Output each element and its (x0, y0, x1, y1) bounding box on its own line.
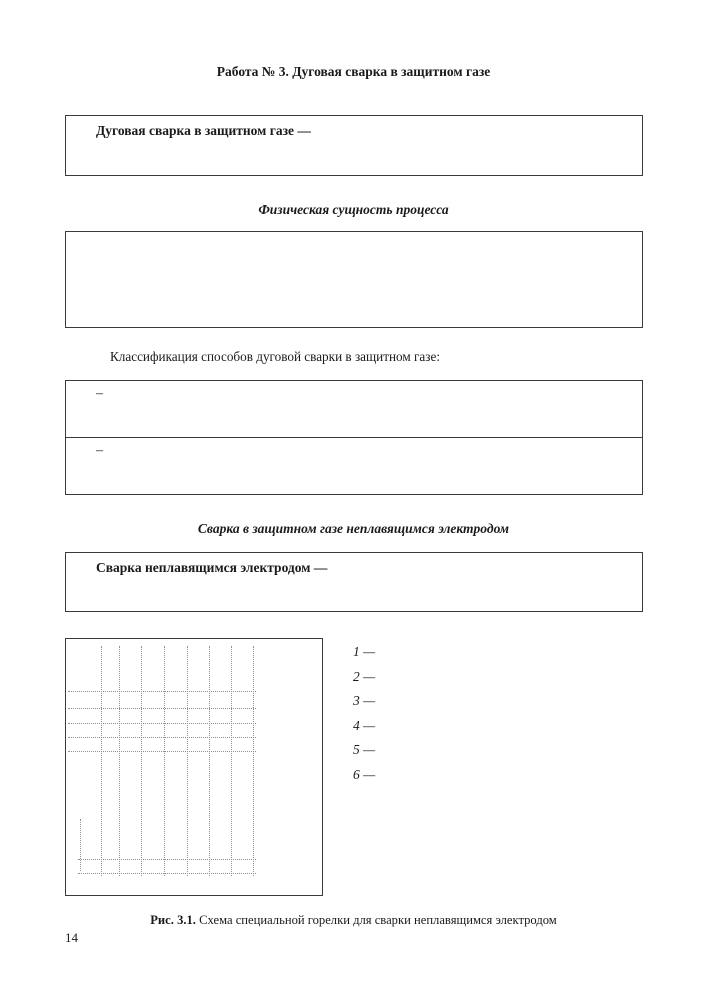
definition-box-nonconsumable (65, 552, 643, 612)
figure-caption-text: Схема специальной горелки для сварки неплавящимся электродом (195, 913, 557, 927)
classification-box-2 (65, 437, 643, 495)
grid-line (231, 646, 232, 876)
section-heading-tig: Сварка в защитном газе неплавящимся электродом (197, 521, 510, 536)
classification-label: Классификация способов дуговой сварки в защитном газе: (110, 349, 441, 364)
grid-line (101, 646, 102, 876)
grid-line (68, 708, 256, 709)
figure-caption (0, 913, 707, 928)
figure-caption-label: Рис. 3.1. (150, 913, 196, 927)
grid-line (68, 691, 256, 692)
grid-line (68, 737, 256, 738)
grid-line (68, 751, 256, 752)
grid-line (119, 646, 120, 876)
grid-line (78, 859, 256, 860)
definition-box-gas-shielded (65, 115, 643, 176)
list-dash: – (96, 443, 103, 458)
grid-line (209, 646, 210, 876)
figure-drawing-area (65, 638, 323, 896)
legend-item: 6 — (353, 766, 376, 782)
grid-line (80, 819, 81, 871)
figure-legend (353, 640, 375, 788)
grid-line (187, 646, 188, 876)
list-dash: – (96, 386, 103, 401)
legend-item: 5 — (353, 742, 376, 758)
legend-item: 2 — (353, 668, 376, 684)
definition-label: Сварка неплавящимся электродом — (96, 560, 328, 575)
grid-line (141, 646, 142, 876)
classification-box-1 (65, 380, 643, 438)
grid-line (78, 873, 256, 874)
grid-line (253, 646, 254, 876)
answer-box-physics (65, 231, 643, 328)
legend-item: 4 — (353, 717, 376, 733)
definition-label: Дуговая сварка в защитном газе — (96, 123, 311, 138)
legend-item: 3 — (353, 693, 376, 709)
grid-line (164, 646, 165, 876)
section-heading-physics: Физическая сущность процесса (258, 202, 449, 217)
grid-line (68, 723, 256, 724)
page-title: Работа № 3. Дуговая сварка в защитном газе (216, 64, 491, 79)
page-number: 14 (65, 930, 78, 945)
legend-item: 1 — (353, 644, 376, 659)
